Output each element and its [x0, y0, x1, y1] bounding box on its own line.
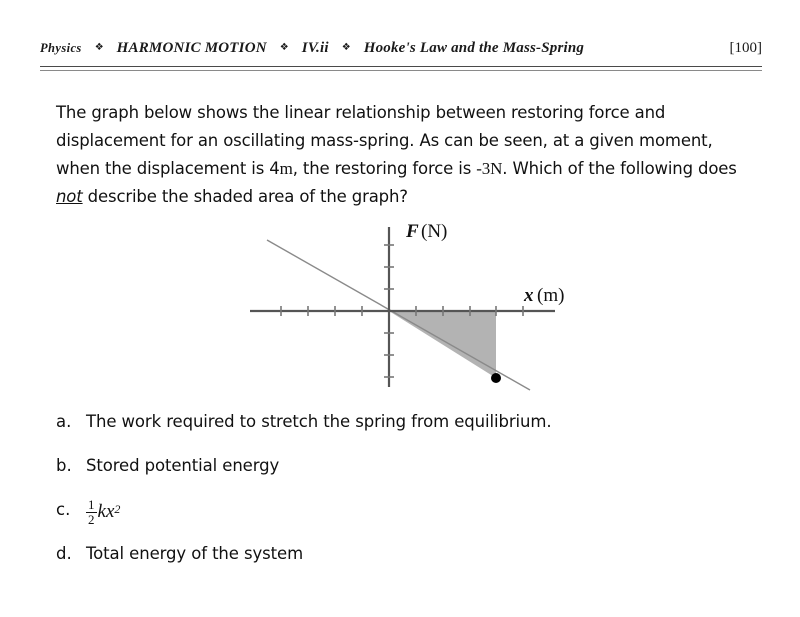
question-prompt — [56, 99, 756, 211]
displacement-unit: m — [279, 158, 293, 178]
answer-options-list — [56, 408, 756, 584]
breadcrumb-section: IV.ii — [301, 40, 329, 56]
question-part-4: describe the shaded area of the graph? — [82, 186, 408, 206]
diamond-separator-icon: ❖ — [341, 42, 351, 53]
force-displacement-graph — [250, 212, 570, 397]
option-text-a: The work required to stretch the spring from equilibrium. — [86, 412, 552, 431]
option-text-b: Stored potential energy — [86, 456, 280, 475]
shaded-area-triangle — [389, 311, 496, 378]
breadcrumb — [40, 40, 720, 57]
option-letter-b: b. — [56, 456, 72, 475]
header-divider — [40, 66, 762, 71]
fraction-numerator: 1 — [88, 497, 95, 513]
force-value: -3N — [476, 158, 503, 178]
option-letter-a: a. — [56, 412, 72, 431]
y-axis-label-unit: (N) — [421, 221, 448, 242]
breadcrumb-unit: HARMONIC MOTION — [116, 40, 267, 56]
answer-option-c[interactable] — [56, 496, 756, 526]
y-axis-label-symbol: F — [406, 221, 419, 242]
breadcrumb-course: Physics — [40, 41, 82, 55]
x-axis-label-symbol: x — [524, 285, 534, 306]
fraction-one-half — [86, 498, 97, 526]
displacement-value: 4 — [269, 158, 280, 178]
page-header — [40, 40, 762, 62]
diamond-separator-icon: ❖ — [279, 42, 289, 53]
option-letter-c: c. — [56, 500, 71, 519]
page-number: [100] — [729, 40, 762, 56]
answer-option-b[interactable] — [56, 452, 756, 482]
question-part-1: The graph below shows the linear relationship between restoring force and displacement for an oscillating mass-spring. As can be seen, at a given moment, when the displacement is — [56, 102, 713, 178]
data-point-marker — [491, 373, 501, 383]
option-text-d: Total energy of the system — [86, 544, 304, 563]
answer-option-d[interactable] — [56, 540, 756, 570]
fraction-denominator: 2 — [88, 511, 95, 527]
formula-variable-k: k — [97, 501, 106, 522]
question-emphasis-not: not — [56, 186, 83, 206]
breadcrumb-topic: Hooke's Law and the Mass-Spring — [363, 40, 585, 56]
x-axis-label-unit: (m) — [537, 285, 565, 306]
option-letter-d: d. — [56, 544, 72, 563]
diamond-separator-icon: ❖ — [94, 42, 104, 53]
answer-option-a[interactable] — [56, 408, 756, 438]
formula-variable-x: x — [105, 501, 115, 522]
question-part-3: . Which of the following does — [502, 158, 737, 178]
option-formula-c — [86, 496, 120, 526]
formula-exponent: 2 — [114, 502, 121, 516]
question-part-2: , the restoring force is — [292, 158, 477, 178]
